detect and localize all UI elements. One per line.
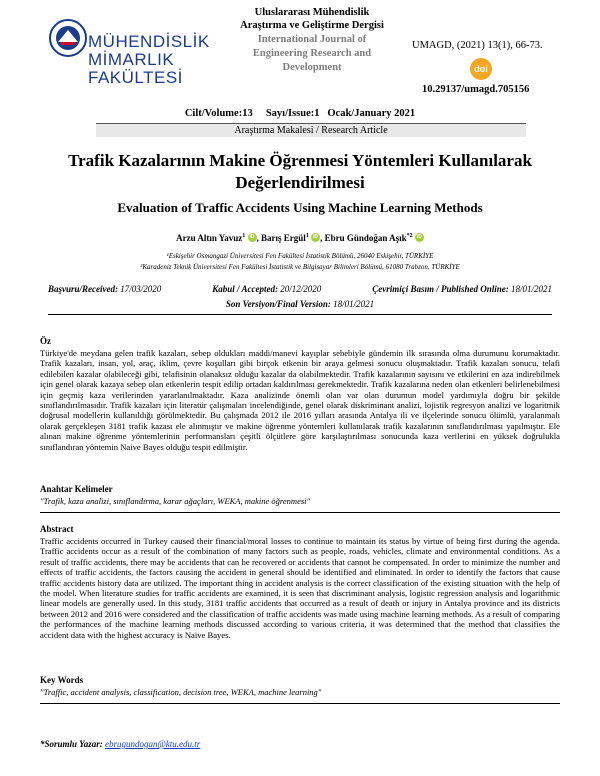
author-name: Ebru Gündoğan Aşık <box>324 233 407 243</box>
keywords-heading: Key Words <box>40 675 84 685</box>
logo-line-1: MÜHENDİSLİK <box>88 32 210 51</box>
received-date: Başvuru/Received: 17/03/2020 <box>48 284 162 294</box>
journal-title-tr-2: Araştırma ve Geliştirme Dergisi <box>240 20 384 31</box>
abstract-text: Traffic accidents occurred in Turkey caused their financial/moral losses to continue to maintain its status by virtue of being first during the agenda. Traffic accidents occur as a result of the combination of many factors such as people, roads, vehicles, climate and environmental conditions. As a result of traffic accidents, there may be accidents that can be recovered or accidents that cannot be compensated. In order to minimize the number and effects of traffic accidents, the factors causing the accident in general should be identified and eliminated. In order to identify the factors that cause traffic accidents history data are utilized. The important thing in accident analysis is the correct classification of the existing situation with the help of the model. When literature studies for traffic accidents are examined, it is seen that discriminant analysis, logistic regression analysis and logarithmic linear models are generally used. In this study, 3181 traffic accidents that occurred as a result of death or injury in Antalya province and its districts between 2012 and 2016 were considered and the classification of traffic accidents was made using machine learning methods. As a result of comparing the performances of the machine learning methods discussed according to various criteria, it was determined that the method that classifies the accident data with the highest accuracy is Naive Bayes. <box>40 536 560 640</box>
doi-icon[interactable]: doi <box>470 58 492 80</box>
divider <box>40 512 560 513</box>
title-turkish: Trafik Kazalarının Makine Öğrenmesi Yöntemleri Kullanılarak Değerlendirilmesi <box>68 151 532 192</box>
article-type: Araştırma Makalesi / Research Article <box>96 123 526 137</box>
journal-title-en-3: Development <box>282 62 342 73</box>
faculty-logo <box>48 10 218 100</box>
email-link[interactable]: ebrugundogan@ktu.edu.tr <box>105 739 201 749</box>
affiliation-2: ²Karadeniz Teknik Üniversitesi Fen Fakültesi İstatistik ve Bilgisayar Bilimleri Bölümü, 61080 Trabzon, TÜRKİYE <box>140 263 460 271</box>
author-list: Arzu Altın Yavuz$^1$ iD , Barış Ergül$^1$ iD , Ebru Gündoğan Aşık$^{*2}$ iD <box>176 233 422 243</box>
volume-issue: Cilt/Volume:13 Sayı/Issue:1 Ocak/January 2021 <box>184 108 416 119</box>
title-english: Evaluation of Traffic Accidents Using Machine Learning Methods <box>117 200 483 215</box>
final-version-date: Son Versiyon/Final Version: 18/01/2021 <box>225 299 375 309</box>
orcid-icon[interactable]: iD <box>313 234 319 240</box>
orcid-icon[interactable]: iD <box>416 234 422 240</box>
anahtar-heading: Anahtar Kelimeler <box>40 484 113 494</box>
oz-heading: Öz <box>40 336 51 346</box>
citation: UMAGD, (2021) 13(1), 66-73. <box>412 40 543 51</box>
accepted-date: Kabul / Accepted: 20/12/2020 <box>212 284 322 294</box>
divider <box>48 314 552 315</box>
orcid-icon[interactable]: iD <box>249 234 255 240</box>
online-date: Çevrimiçi Basım / Published Online: 18/01/2021 <box>372 284 552 294</box>
affiliation-1: ¹Eskişehir Osmangazi Üniversitesi Fen Fakültesi İstatistik Bölümü, 26040 Eskişehir, TÜRKİYE <box>166 252 434 260</box>
oz-text: Türkiye'de meydana gelen trafik kazaları, sebep oldukları maddi/manevi kayıplar sebebiyle gündemin ilk sırasında olma durumunu korumaktadır. Trafik kazaları, insan, yol, araç, iklim, çevre koşulları gibi birçok etkenin bir araya gelmesi sonucu oluşmaktadır. Trafik kazaları sonucu, telafi edilebilen kazalar olabileceği gibi, telafisinin olanaksız olduğu kazalar da olabilmektedir. Trafik kazalarının sayısını ve etkilerini en aza indirebilmek için genel olarak kazaya sebep olan etkenlerin tespit edilip ortadan kaldırılması gerekmektedir. Trafik kazalarına neden olan etkenleri belirlenebilmesi için geçmiş kaza verilerinden yararlanılmaktadır. Kaza analizinde önemli olan var olan durumun model yardımıyla doğru bir şekilde sınıflandırılmasıdır. Trafik kazaları için literatür çalışmaları incelendiğinde, genel olarak diskriminant analizi, lojistik regresyon analizi ve logaritmik doğrusal modellerin kullanıldığı görülmektedir. Bu çalışmada 2012 ile 2016 yılları arasında Antalya ili ve ilçelerinde sonucu ölümlü, yaralanmalı olarak gerçekleşen 3181 trafik kazası ele alınmıştır ve makine öğrenme yöntemleri kullanılarak trafik kazalarının sınıflandırılması yapılmıştır. Ele alınan makine öğrenme yöntemlerinin performansları çeşitli ölçütlere göre karşılaştırılması sonucunda kaza verilerini en yüksek doğrulukla sınıflandıran yöntemin Naive Bayes olduğu tespit edilmiştir. <box>40 348 560 452</box>
journal-title-en-1: International Journal of <box>257 34 367 45</box>
logo-line-2: MİMARLIK <box>88 50 175 69</box>
doi-link[interactable]: 10.29137/umagd.705156 <box>422 84 530 95</box>
abstract-heading: Abstract <box>40 524 74 534</box>
author-name: Barış Ergül <box>261 233 306 243</box>
journal-title-en-2: Engineering Research and <box>252 48 372 59</box>
university-seal-icon <box>48 18 88 58</box>
keywords-text: "Traffic, accident analysis, classification, decision tree, WEKA, machine learning" <box>40 687 322 697</box>
author-name: Arzu Altın Yavuz <box>176 233 243 243</box>
journal-title-tr-1: Uluslararası Mühendislik <box>254 7 370 18</box>
corresponding-author: *Sorumlu Yazar: ebrugundogan@ktu.edu.tr <box>40 739 201 749</box>
divider <box>40 703 560 704</box>
anahtar-text: "Trafik, kaza analizi, sınıflandırma, karar ağaçları, WEKA, makine öğrenmesi" <box>40 496 311 506</box>
logo-line-3: FAKÜLTESİ <box>88 68 183 87</box>
date-row <box>48 284 552 294</box>
